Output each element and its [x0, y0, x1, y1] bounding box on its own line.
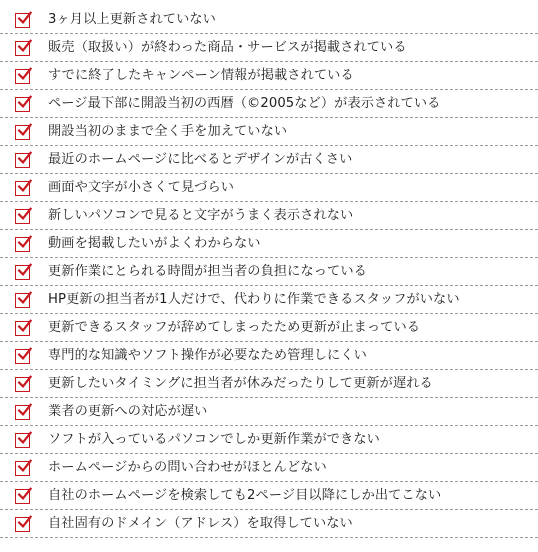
checkbox[interactable]	[15, 377, 30, 392]
checklist-item	[0, 6, 538, 34]
checklist-item-label: 自社固有のドメイン（アドレス）を取得していない	[48, 515, 353, 531]
checklist-item	[0, 482, 538, 510]
checklist-item-label: HP更新の担当者が1人だけで、代わりに作業できるスタッフがいない	[48, 291, 460, 307]
checkmark-icon	[17, 207, 32, 222]
checkbox[interactable]	[15, 41, 30, 56]
checklist-item-label: 3ヶ月以上更新されていない	[48, 11, 216, 27]
checkbox[interactable]	[15, 13, 30, 28]
checkmark-icon	[17, 347, 32, 362]
checkmark-icon	[17, 515, 32, 530]
checkbox[interactable]	[15, 181, 30, 196]
checklist-item	[0, 286, 538, 314]
checkmark-icon	[17, 235, 32, 250]
checklist-item-label: ページ最下部に開設当初の西暦（©2005など）が表示されている	[48, 95, 441, 111]
checklist-item-label: すでに終了したキャンペーン情報が掲載されている	[48, 67, 354, 83]
checklist-item	[0, 398, 538, 426]
checkmark-icon	[17, 263, 32, 278]
checkbox[interactable]	[15, 125, 30, 140]
checkbox[interactable]	[15, 237, 30, 252]
checklist-item	[0, 510, 538, 538]
checklist-item-label: 自社のホームページを検索しても2ページ目以降にしか出てこない	[48, 487, 442, 503]
checkbox[interactable]	[15, 321, 30, 336]
checklist-item	[0, 342, 538, 370]
checklist-item	[0, 202, 538, 230]
checkbox[interactable]	[15, 153, 30, 168]
checklist-item-label: 更新作業にとられる時間が担当者の負担になっている	[48, 263, 367, 279]
checkbox[interactable]	[15, 265, 30, 280]
checklist-item	[0, 118, 538, 146]
checkmark-icon	[17, 151, 32, 166]
checkbox[interactable]	[15, 433, 30, 448]
checkmark-icon	[17, 375, 32, 390]
checkmark-icon	[17, 291, 32, 306]
checkbox[interactable]	[15, 349, 30, 364]
checklist-item	[0, 426, 538, 454]
checklist-item-label: ソフトが入っているパソコンでしか更新作業ができない	[48, 431, 380, 447]
checkbox[interactable]	[15, 69, 30, 84]
checklist-item-label: 最近のホームページに比べるとデザインが古くさい	[48, 151, 353, 167]
checkmark-icon	[17, 403, 32, 418]
checkmark-icon	[17, 123, 32, 138]
checkmark-icon	[17, 459, 32, 474]
checkbox[interactable]	[15, 489, 30, 504]
checkmark-icon	[17, 179, 32, 194]
checklist-item-label: 開設当初のままで全く手を加えていない	[48, 123, 288, 139]
checklist-item-label: 画面や文字が小さくて見づらい	[48, 179, 235, 195]
checklist-item-label: 新しいパソコンで見ると文字がうまく表示されない	[48, 207, 354, 223]
checklist-item-label: 更新したいタイミングに担当者が休みだったりして更新が遅れる	[48, 375, 433, 391]
checkmark-icon	[17, 39, 32, 54]
checklist-item	[0, 146, 538, 174]
checklist-item-label: 専門的な知識やソフト操作が必要なため管理しにくい	[48, 347, 367, 363]
checkbox[interactable]	[15, 517, 30, 532]
checklist-item-label: 動画を掲載したいがよくわからない	[48, 235, 261, 251]
checkmark-icon	[17, 11, 32, 26]
checklist-item	[0, 258, 538, 286]
checklist-item-label: 業者の更新への対応が遅い	[48, 403, 208, 419]
checkmark-icon	[17, 319, 32, 334]
checkmark-icon	[17, 431, 32, 446]
checkbox[interactable]	[15, 97, 30, 112]
checkbox[interactable]	[15, 405, 30, 420]
checklist-item	[0, 230, 538, 258]
checklist-item	[0, 90, 538, 118]
checklist-item-label: 販売（取扱い）が終わった商品・サービスが掲載されている	[48, 39, 407, 55]
checklist-item	[0, 314, 538, 342]
checklist-item-label: 更新できるスタッフが辞めてしまったため更新が止まっている	[48, 319, 421, 335]
checkmark-icon	[17, 95, 32, 110]
checkmark-icon	[17, 487, 32, 502]
checklist-item-label: ホームページからの問い合わせがほとんどない	[48, 459, 327, 475]
checkbox[interactable]	[15, 293, 30, 308]
checkbox[interactable]	[15, 461, 30, 476]
checkbox[interactable]	[15, 209, 30, 224]
checklist-item	[0, 34, 538, 62]
checklist-item	[0, 174, 538, 202]
checkmark-icon	[17, 67, 32, 82]
checklist-item	[0, 62, 538, 90]
checklist-item	[0, 454, 538, 482]
checklist-item	[0, 370, 538, 398]
